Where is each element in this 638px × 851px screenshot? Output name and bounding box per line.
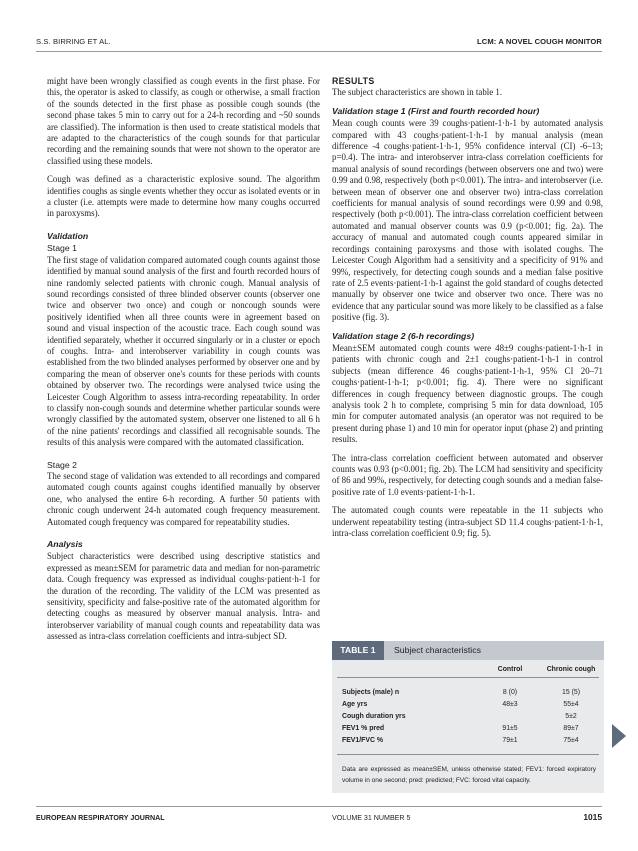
table-subject-characteristics: [332, 641, 604, 793]
table-cell-control: 79±1: [502, 737, 518, 744]
table-cell-chronic-cough: 75±4: [563, 737, 579, 744]
table-header: [332, 641, 604, 660]
heading-validation: Validation: [47, 230, 89, 241]
paragraph-validation-stage-2-a: Mean±SEM automated cough counts were 48±9 coughs·patient-1·h-1 in patients with chronic cough and 2±1 coughs·patient-1·h-1 in control subjects (mean difference 46 coughs·patient-1·h-1, 95% CI 20–71 coughs·patient-1·h-1; p<0.001; fig. 4). There were no significant differences in cough frequency between diagnostic groups. The cough analysis took 2 h to complete, comprising 5 min for data download, 105 min for computer automated analysis (an operator was not required to be present during phase 1) and 10 min for operator input (phase 2) and printing results.: [332, 342, 603, 445]
table-row-label: FEV1/FVC %: [342, 737, 383, 744]
table-number-tag: TABLE 1: [332, 641, 384, 660]
table-header-rule: [337, 677, 599, 678]
heading-validation-stage-1: Validation stage 1 (First and fourth recorded hour): [332, 105, 540, 116]
footer-rule: [36, 806, 602, 807]
running-header-title: LCM: A NOVEL COUGH MONITOR: [477, 37, 602, 46]
paragraph-results-intro: The subject characteristics are shown in table 1.: [332, 87, 503, 98]
running-header-authors: S.S. BIRRING ET AL.: [36, 37, 111, 46]
heading-stage-2: Stage 2: [47, 459, 77, 470]
table-cell-chronic-cough: 55±4: [563, 701, 579, 708]
footer-volume: VOLUME 31 NUMBER 5: [332, 814, 411, 822]
footer-page-number: 1015: [583, 812, 602, 822]
table-row-label: FEV1 % pred: [342, 725, 385, 732]
paragraph-validation-stage-2-c: The automated cough counts were repeatable in the 11 subjects who underwent repeatability testing (intra-subject SD 11.4 coughs·patient-1·h-1, intra-class correlation coefficient 0.9; fig. 5).: [332, 505, 603, 539]
table-footnote: Data are expressed as mean±SEM, unless otherwise stated; FEV1: forced expiratory volume in one second; pred: predicted; FVC: forced vital capacity.: [342, 766, 596, 784]
paragraph-intro-2: Cough was defined as a characteristic explosive sound. The algorithm identifies coughs as single events whether they occur as isolated events or in a cluster (i.e. attempts were made to determine how many coughs occurred in paroxysms).: [47, 174, 320, 219]
heading-validation-stage-2: Validation stage 2 (6-h recordings): [332, 330, 475, 341]
table-row-label: Cough duration yrs: [342, 713, 406, 720]
table-cell-chronic-cough: 5±2: [565, 713, 577, 720]
paragraph-validation-stage-2-b: The intra-class correlation coefficient between automated and observer counts was 0.93 (p<0.001; fig. 2b). The LCM had sensitivity and specificity of 86 and 99%, respectively, for detecting cough sounds and a median false-positive rate of 1.0 events·patient-1·h-1.: [332, 452, 603, 497]
column-header-chronic-cough: Chronic cough: [546, 666, 596, 673]
paragraph-intro-1: might have been wrongly classified as cough events in the first phase. For this, the operator is asked to classify, as cough or otherwise, a small fraction of the sounds detected in the first phase as possible cough sounds (the second phase takes 5 min to carry out for a 24-h recording and ~50 sounds are classified). The information is then used to create statistical models that are adapted to the characteristics of the cough sounds for that particular recording and the remaining sounds that were not shown to the operator are classified using these models.: [47, 76, 320, 166]
header-rule: [36, 51, 602, 52]
right-column: [332, 76, 603, 539]
table-cell-control: 8 (0): [502, 689, 518, 696]
paragraph-validation-stage-1: Mean cough counts were 39 coughs·patient-1·h-1 by automated analysis compared with 43 coughs·patient-1·h-1 by manual analysis (mean difference -4 coughs·patient-1·h-1, 95% confidence interval (CI) -6–13; p=0.4). The intra- and interobserver intra-class correlation coefficients for manual analysis of sound recordings (between observers one and two) were 0.99 and 0.98, respectively (both p<0.001). The intra- and interobserver (i.e. between mean of observer one and observer two) intra-class correlation coefficients for manual analysis of sound recordings were 0.99 and 0.98, respectively (both p<0.001). The intra-class correlation coefficient between automated and manual observer counts was 0.9 (p<0.001; fig. 2a). The accuracy of manual and automated cough counts appeared similar in recordings containing paroxysms and those with isolated coughs. The Leicester Cough Algorithm had a sensitivity and a specificity of 91% and 99%, respectively, for detecting cough sounds and a median false positive rate of 2.5 events·patient-1·h-1 against the gold standard of coughs detected manually by observer one twice and observer two once. There was no evidence that any particular sound was more likely to be classified as a false positive (fig. 3).: [332, 118, 603, 323]
paragraph-stage-1: The first stage of validation compared automated cough counts against those identified by manual sound analysis of the first and fourth recorded hours of nine randomly selected patients with chronic cough. Manual analysis of sound recordings consisted of three blinded observer counts (observer one twice and observer two once) and cough or noncough sounds were positively identified when all three counts were in agreement based on sound and visual inspection of the acoustic trace. Each cough sound was identified separately, whether it occurred singularly or in a cluster or epoch of coughs. Intra- and interobserver variability in cough counts was established from the two blinded analyses performed by observer one and by comparing the mean of observer one's counts for these periods with counts obtained by observer two. The recordings were analysed twice using the Leicester Cough Algorithm to assess intra-recording repeatability. In order to classify non-cough sounds and determine whether particular sounds were wrongly classified by the automated system, observer one listened to all 6 h of the nine patients' recordings and classified all recognisable sounds. The results of this analysis were compared with the automated classification.: [47, 254, 320, 448]
paragraph-stage-2: The second stage of validation was extended to all recordings and compared automated cough counts against coughs identified manually by observer one, who analysed the entire 6-h recording. A further 50 patients with chronic cough underwent 24-h automated cough frequency measurement. Automated cough frequency was compared for repeatability studies.: [47, 471, 320, 527]
heading-results: RESULTS: [332, 76, 375, 86]
table-title: Subject characteristics: [384, 641, 604, 660]
next-page-arrow-icon[interactable]: [612, 724, 626, 748]
paragraph-analysis: Subject characteristics were described using descriptive statistics and expressed as mean±SEM for parametric data and median for non-parametric data. Cough frequency was expressed as individual coughs·patient·h-1 for the duration of the recording. The validity of the LCM was presented as sensitivity, specificity and false-positive rate of the automated algorithm for detecting coughs as measured by observer manual analysis. Intra- and interobserver variability of manual cough counts and repeatability data was assessed as intra-class correlation coefficients and intra-subject SD.: [47, 551, 320, 642]
table-row-label: Age yrs: [342, 701, 368, 708]
footer-journal-name: EUROPEAN RESPIRATORY JOURNAL: [36, 814, 165, 822]
table-cell-control: 48±3: [502, 701, 518, 708]
column-header-control: Control: [497, 666, 523, 673]
table-cell-control: 91±5: [502, 725, 518, 732]
table-cell-chronic-cough: 89±7: [563, 725, 579, 732]
heading-analysis: Analysis: [47, 539, 83, 550]
table-bottom-rule: [337, 754, 599, 755]
heading-stage-1: Stage 1: [47, 243, 77, 254]
left-column: [47, 76, 320, 643]
table-row-label: Subjects (male) n: [342, 689, 400, 696]
table-cell-chronic-cough: 15 (5): [561, 689, 580, 696]
